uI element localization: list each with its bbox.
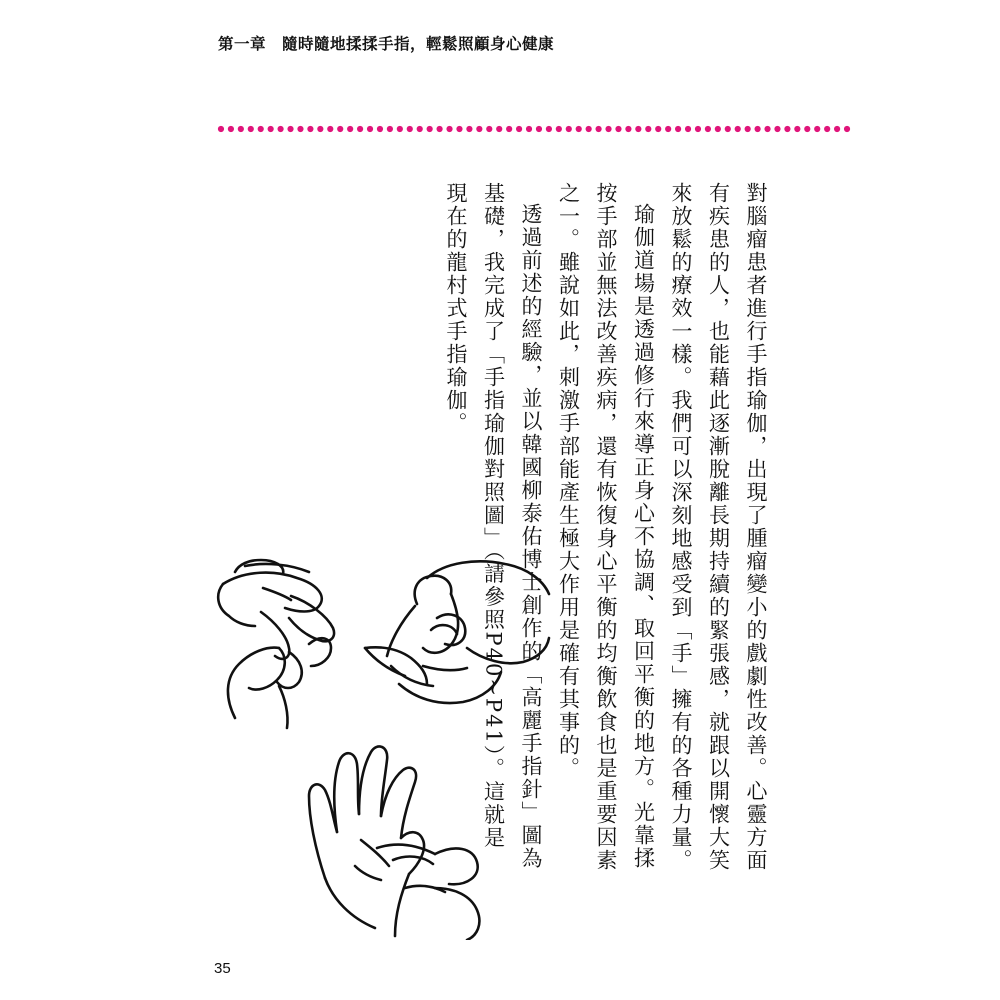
divider-dot (735, 126, 741, 132)
paragraph-2: 瑜伽道場是透過修行來導正身心不協調、取回平衡的地方。光靠揉按手部並無法改善疾病，還有恢復身心平衡的均衡飲食也是重要因素之一。雖說如此，刺激手部能產生極大作用是確有其事的。 (556, 182, 656, 872)
divider-dot (754, 126, 760, 132)
divider-dot (635, 126, 641, 132)
divider-dot (834, 126, 840, 132)
divider-dot (675, 126, 681, 132)
divider-dot (715, 126, 721, 132)
divider-dot (844, 126, 850, 132)
divider-dot (536, 126, 542, 132)
divider-dot (546, 126, 552, 132)
divider-dot (804, 126, 810, 132)
divider-dot (317, 126, 323, 132)
divider-dot (486, 126, 492, 132)
hands-massaging-fingers-icon (205, 548, 557, 940)
divider-dot (466, 126, 472, 132)
divider-dot (695, 126, 701, 132)
divider-dot (456, 126, 462, 132)
divider-dot (615, 126, 621, 132)
divider-dot (794, 126, 800, 132)
divider-dot (287, 126, 293, 132)
divider-dot (774, 126, 780, 132)
divider-dot (496, 126, 502, 132)
divider-dot (506, 126, 512, 132)
divider-dot (665, 126, 671, 132)
divider-dot (427, 126, 433, 132)
hand-pair-bottom (309, 746, 479, 940)
hand-pair-top-right (365, 561, 549, 703)
divider-dot (268, 126, 274, 132)
divider-dot (526, 126, 532, 132)
divider-dot (258, 126, 264, 132)
running-header: 第一章 隨時隨地揉揉手指，輕鬆照顧身心健康 (218, 35, 555, 53)
divider-dot (327, 126, 333, 132)
divider-dot (297, 126, 303, 132)
divider-dot (824, 126, 830, 132)
divider-dot (576, 126, 582, 132)
divider-dot (725, 126, 731, 132)
divider-dot (397, 126, 403, 132)
divider-dot (377, 126, 383, 132)
divider-dot (556, 126, 562, 132)
divider-dot (357, 126, 363, 132)
divider-dot (307, 126, 313, 132)
divider-dot (625, 126, 631, 132)
divider-dot (605, 126, 611, 132)
divider-dot (337, 126, 343, 132)
divider-dot (407, 126, 413, 132)
divider-dot (685, 126, 691, 132)
dotted-divider (216, 124, 852, 134)
divider-dot (387, 126, 393, 132)
divider-dot (446, 126, 452, 132)
divider-dot (347, 126, 353, 132)
divider-dot (417, 126, 423, 132)
divider-dot (516, 126, 522, 132)
divider-dot (784, 126, 790, 132)
divider-dot (655, 126, 661, 132)
divider-dot (566, 126, 572, 132)
paragraph-1: 對腦瘤患者進行手指瑜伽，出現了腫瘤變小的戲劇性改善。心靈方面有疾患的人，也能藉此逐漸脫離長期持續的緊張感，就跟以開懷大笑來放鬆的療效一樣。我們可以深刻地感受到「手」擁有的各種力量。 (669, 182, 768, 872)
divider-dot (238, 126, 244, 132)
divider-dot (705, 126, 711, 132)
divider-dot (277, 126, 283, 132)
divider-dot (814, 126, 820, 132)
divider-dot (436, 126, 442, 132)
divider-dot (595, 126, 601, 132)
divider-dot (645, 126, 651, 132)
divider-dot (476, 126, 482, 132)
paragraph-3: 透過前述的經驗，並以韓國柳泰佑博士創作的「高麗手指針」圖為基礎，我完成了「手指瑜伽對照圖」（請參照P40~P41）。這就是現在的龍村式手指瑜伽。 (444, 182, 543, 870)
divider-dot (764, 126, 770, 132)
hand-pair-top-left (218, 560, 334, 728)
divider-dot (218, 126, 224, 132)
divider-dot (586, 126, 592, 132)
divider-dot (228, 126, 234, 132)
page-number: 35 (214, 960, 231, 977)
divider-dot (367, 126, 373, 132)
divider-dot (745, 126, 751, 132)
divider-dot (248, 126, 254, 132)
